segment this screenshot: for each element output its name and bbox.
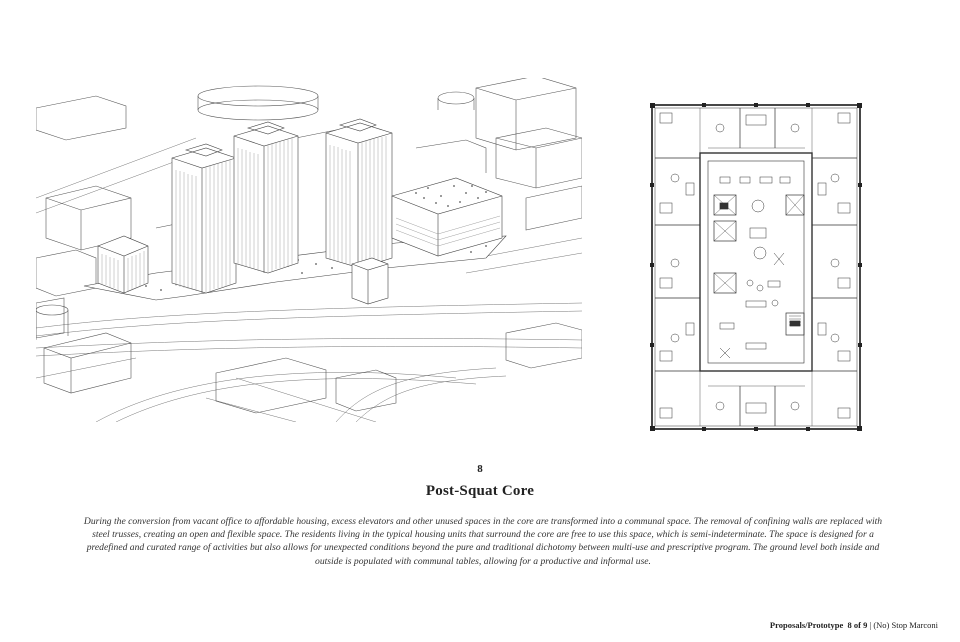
footer-separator: | — [869, 620, 872, 630]
plan-core-outer — [700, 153, 812, 371]
small-tower-left — [98, 236, 148, 293]
plan-core-inner — [708, 161, 804, 363]
plan-columns — [650, 103, 862, 431]
footer-section: Proposals/Prototype — [769, 620, 844, 630]
unit-partitions — [655, 108, 857, 426]
tower-2 — [234, 122, 298, 273]
page-title: Post-Squat Core — [425, 483, 535, 499]
plan-elevators — [714, 195, 804, 335]
footer-page-count: 8 of 9 — [847, 620, 868, 630]
description-text: During the conversion from vacant office to affordable housing, excess elevators and other unused spaces in the core are transformed into a communal space. The removal of confining walls are replaced with steel trusses, creating an open and flexible space. The residents living in the typical housing units that surround the core are free to use this space, which is semi-indeterminate. The space is designed for a predefined and curated range of activities but also allows for unexpected conditions beyond the pure and traditional dichotomy between multi-use and prescriptive program. The ground level both inside and outside is populated with communal tables, allowing for a productive and informal use. — [83, 516, 883, 567]
tower-1 — [172, 144, 236, 293]
axonometric-drawing — [36, 78, 582, 422]
unit-furniture — [660, 113, 850, 418]
tower-3 — [326, 119, 392, 268]
small-tower-right — [352, 258, 388, 304]
floor-plan — [650, 103, 862, 431]
page-number: 8 — [477, 463, 483, 475]
plan-furniture — [720, 177, 790, 358]
page-footer — [770, 620, 938, 630]
footer-project: (No) Stop Marconi — [873, 620, 938, 630]
